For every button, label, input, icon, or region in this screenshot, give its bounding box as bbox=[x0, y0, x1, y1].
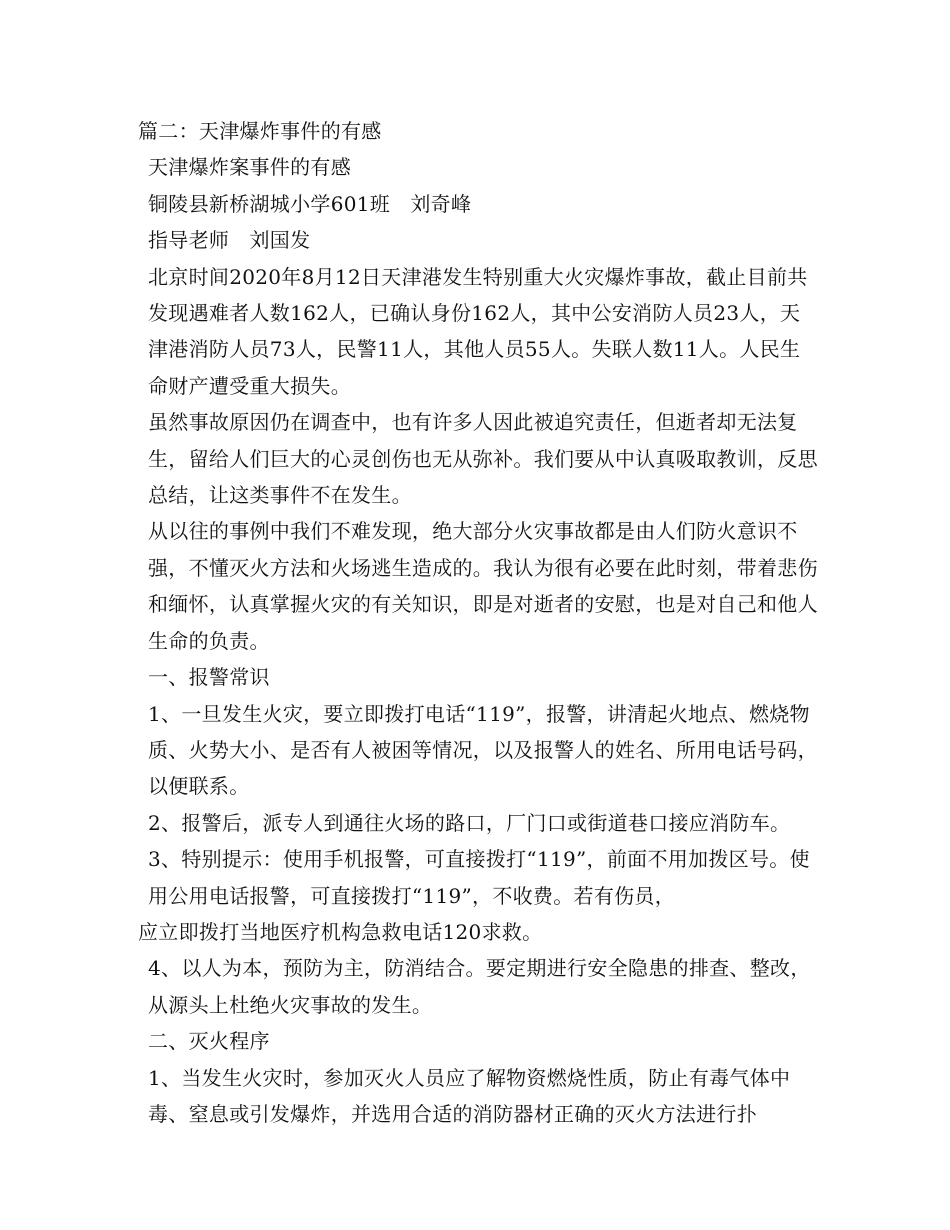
list-item: 1、一旦发生火灾，要立即拨打电话“119”，报警，讲清起火地点、燃烧物质、火势大小、是否有人被困等情况，以及报警人的姓名、所用电话号码，以便联系。 bbox=[148, 701, 818, 799]
author-line: 铜陵县新桥湖城小学601班 刘奇峰 bbox=[148, 191, 472, 216]
list-item: 3、特别提示：使用手机报警，可直接拨打“119”，前面不用加拨区号。使用公用电话报警，可直接拨打“119”，不收费。若有伤员， bbox=[148, 847, 810, 908]
body-paragraph: 从以往的事例中我们不难发现，绝大部分火灾事故都是由人们防火意识不强，不懂灭火方法和火场逃生造成的。我认为很有必要在此时刻，带着悲伤和缅怀，认真掌握火灾的有关知识，即是对逝者的安慰，也是对自己和他人生命的负责。 bbox=[148, 519, 818, 653]
section-title: 篇二：天津爆炸事件的有感 bbox=[138, 119, 382, 143]
list-item: 1、当发生火灾时，参加灭火人员应了解物资燃烧性质，防止有毒气体中毒、窒息或引发爆炸，并选用合适的消防器材正确的灭火方法进行扑 bbox=[148, 1065, 791, 1126]
essay-title: 天津爆炸案事件的有感 bbox=[148, 155, 351, 180]
section-heading: 一、报警常识 bbox=[148, 665, 270, 690]
advisor-line: 指导老师 刘国发 bbox=[148, 228, 311, 253]
list-item: 4、以人为本，预防为主，防消结合。要定期进行安全隐患的排查、整改，从源头上杜绝火灾事故的发生。 bbox=[148, 956, 811, 1017]
body-paragraph: 虽然事故原因仍在调查中，也有许多人因此被追究责任，但逝者却无法复生，留给人们巨大的心灵创伤也无从弥补。我们要从中认真吸取教训，反思总结，让这类事件不在发生。 bbox=[148, 410, 818, 508]
body-paragraph: 北京时间2020年8月12日天津港发生特别重大火灾爆炸事故，截止目前共发现遇难者人数162人，已确认身份162人，其中公安消防人员23人，天津港消防人员73人，民警11人，其他人员55人。失联人数11人。人民生命财产遭受重大损失。 bbox=[148, 264, 808, 398]
list-item-continuation: 应立即拨打当地医疗机构急救电话120求救。 bbox=[138, 919, 543, 944]
document-body bbox=[138, 113, 818, 1132]
section-heading: 二、灭火程序 bbox=[148, 1029, 270, 1054]
list-item: 2、报警后，派专人到通往火场的路口，厂门口或街道巷口接应消防车。 bbox=[148, 810, 791, 835]
